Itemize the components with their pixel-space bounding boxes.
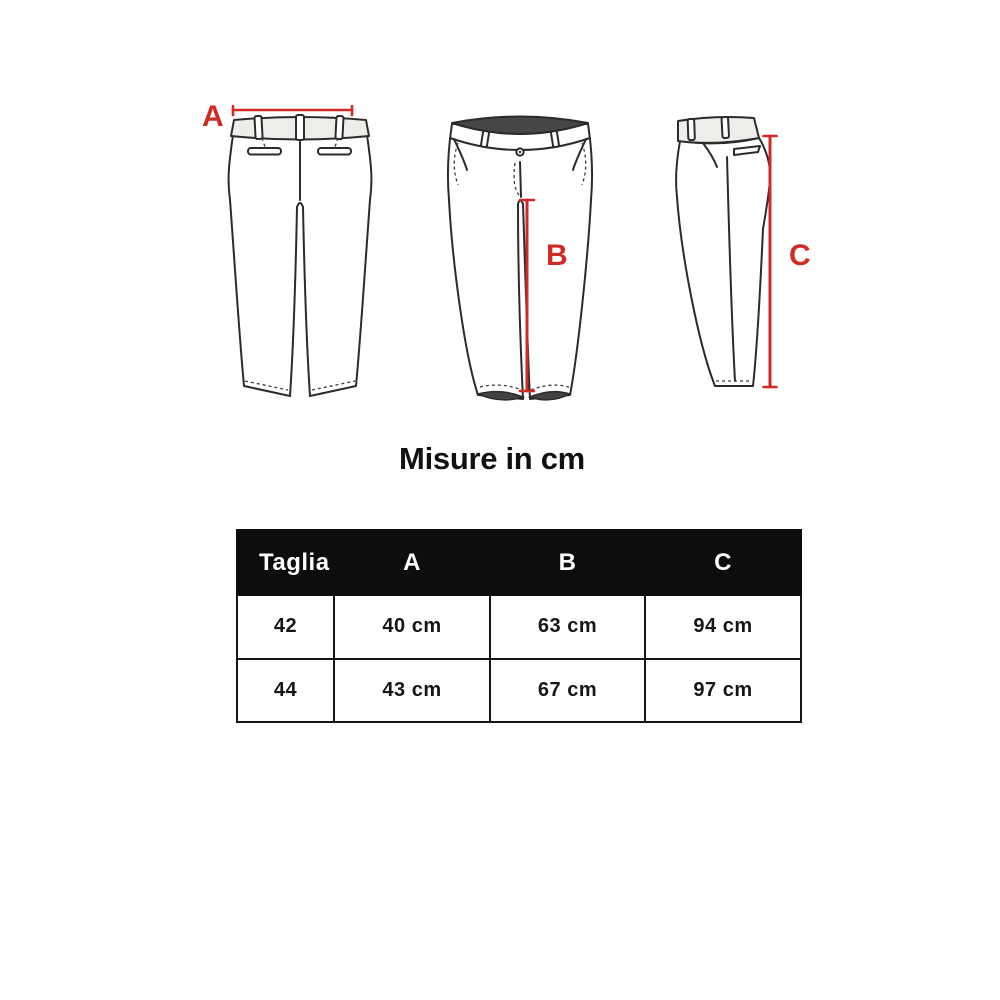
belt-loop [296, 115, 304, 140]
measurement-label-b: B [546, 239, 568, 272]
page-title: Misure in cm [399, 441, 585, 476]
belt-loop [688, 119, 695, 140]
pants-front-view-drawing [445, 105, 595, 405]
size-cell-a: 43 cm [334, 659, 490, 723]
size-table-header-row [237, 530, 801, 595]
size-cell-taglia: 44 [237, 659, 334, 723]
size-cell-b: 67 cm [490, 659, 645, 723]
size-table-header-b: B [490, 530, 645, 595]
dimension-line-a [233, 106, 352, 115]
belt-loop [254, 116, 262, 139]
size-cell-a: 40 cm [334, 595, 490, 659]
belt-loop [551, 131, 559, 148]
size-table-header-taglia: Taglia [237, 530, 334, 595]
table-row [237, 595, 801, 659]
back-pocket-welt [248, 148, 281, 155]
size-table-header-c: C [645, 530, 801, 595]
table-row [237, 659, 801, 723]
measurement-label-a: A [202, 100, 224, 133]
measurement-label-c: C [789, 239, 811, 272]
belt-loop [481, 131, 489, 148]
fly-seam [520, 162, 521, 197]
size-cell-c: 94 cm [645, 595, 801, 659]
belt-loop [721, 117, 729, 138]
size-table [236, 529, 802, 723]
pants-side-view-drawing [665, 105, 795, 405]
size-cell-c: 97 cm [645, 659, 801, 723]
size-cell-taglia: 42 [237, 595, 334, 659]
back-pocket-welt [318, 148, 351, 155]
belt-loop [335, 116, 343, 139]
size-table-header-a: A [334, 530, 490, 595]
pants-side-body [676, 138, 770, 386]
size-cell-b: 63 cm [490, 595, 645, 659]
pants-back-view-drawing [225, 105, 375, 405]
